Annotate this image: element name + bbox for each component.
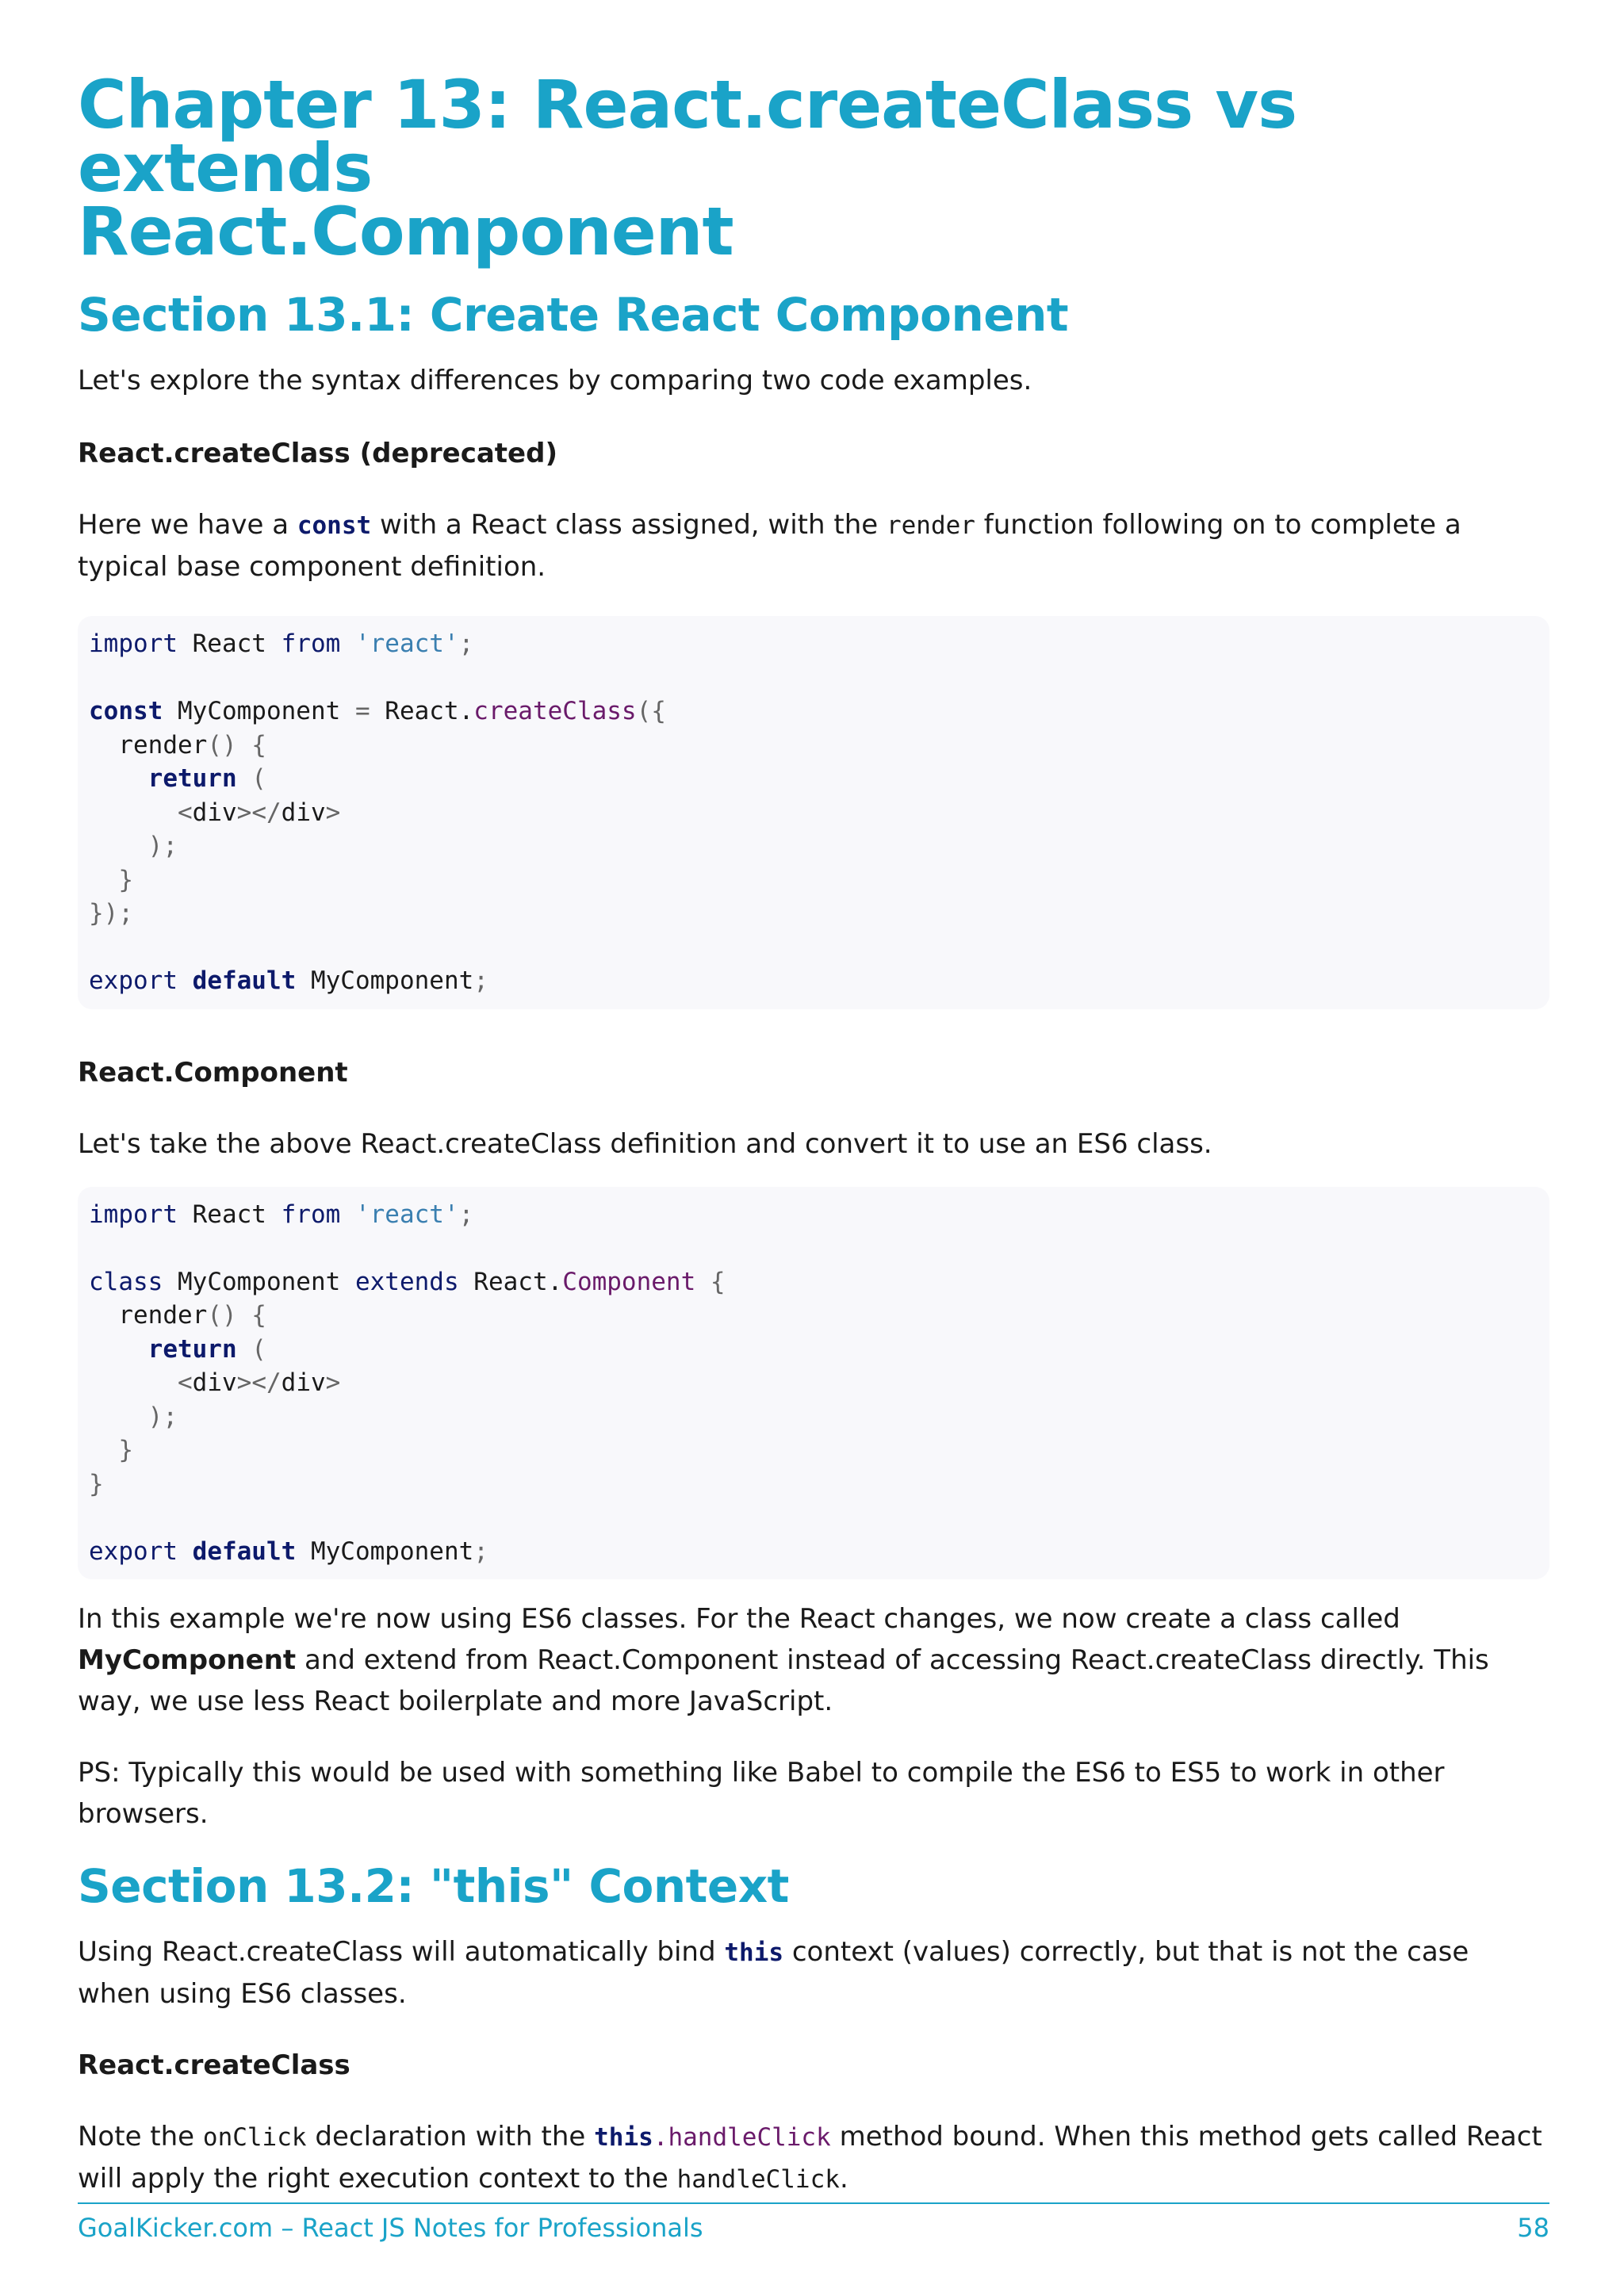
chapter-title-line2: React.Component	[78, 193, 733, 270]
section1-intro: Let's explore the syntax differences by comparing two code examples.	[78, 365, 1032, 396]
code-block-es6-class: import React from 'react'; class MyComponent extends React.Component { render() { return ( <div></div> ); } } export default MyComponent;	[78, 1187, 1549, 1580]
react-component-description: Let's take the above React.createClass definition and convert it to use an ES6 class.	[78, 1127, 1212, 1160]
onclick-note	[78, 2116, 1549, 2200]
inline-render-code: render	[886, 511, 975, 540]
code-block-createclass: import React from 'react'; const MyComponent = React.createClass({ render() { return ( <div></div> ); } }); export default MyComponent;	[78, 616, 1549, 1009]
note-text-a: Note the	[78, 2121, 203, 2152]
mycomponent-bold: MyComponent	[78, 1644, 297, 1676]
footer-page-number: 58	[1517, 2213, 1549, 2243]
inline-onclick-code: onClick	[202, 2123, 307, 2152]
page-footer	[78, 2202, 1549, 2245]
ctx-text-a: Using React.createClass will automatically bind	[78, 1936, 725, 1968]
section-13-2-title: Section 13.2: "this" Context	[78, 1859, 789, 1913]
inline-handleclick-code: .handleClick	[653, 2123, 831, 2152]
chapter-title	[78, 66, 1549, 270]
inline-handleclick-code-2: handleClick	[676, 2165, 840, 2194]
inline-const-keyword: const	[297, 511, 372, 540]
es6-text-a: In this example we're now using ES6 classes. For the React changes, we now create a class called	[78, 1603, 1400, 1635]
es6-text-b: and extend from React.Component instead of accessing React.createClass directly. This way, we use less React boilerplate and more JavaScript.	[78, 1644, 1489, 1717]
subhead-react-component: React.Component	[78, 1056, 348, 1089]
desc1-text-b: with a React class assigned, with the	[371, 509, 887, 541]
inline-this-code: this	[594, 2123, 653, 2152]
ctx-text-b: context (values) correctly, but that is not the case when using ES6 classes.	[78, 1936, 1469, 2010]
chapter-title-line1: Chapter 13: React.createClass vs extends	[78, 66, 1297, 207]
inline-this-keyword: this	[724, 1938, 784, 1967]
note-text-b: declaration with the	[306, 2121, 595, 2152]
desc1-text-a: Here we have a	[78, 509, 297, 541]
note-text-c: method bound. When this method gets called React will apply the right execution context to the	[78, 2121, 1542, 2195]
subhead-createclass: React.createClass	[78, 2049, 350, 2081]
ps-note: PS: Typically this would be used with something like Babel to compile the ES6 to ES5 to work in other browsers.	[78, 1757, 1445, 1830]
subhead-createclass-deprecated: React.createClass (deprecated)	[78, 438, 557, 469]
note-text-d: .	[839, 2163, 848, 2195]
createclass-description	[78, 504, 1549, 587]
es6-explanation	[78, 1598, 1549, 1722]
desc1-text-c: function following on to complete a typical base component definition.	[78, 509, 1461, 583]
footer-source: GoalKicker.com – React JS Notes for Professionals	[78, 2213, 703, 2243]
section-13-1-title: Section 13.1: Create React Component	[78, 288, 1069, 342]
this-context-description	[78, 1931, 1549, 2015]
page-content	[78, 66, 1549, 2200]
